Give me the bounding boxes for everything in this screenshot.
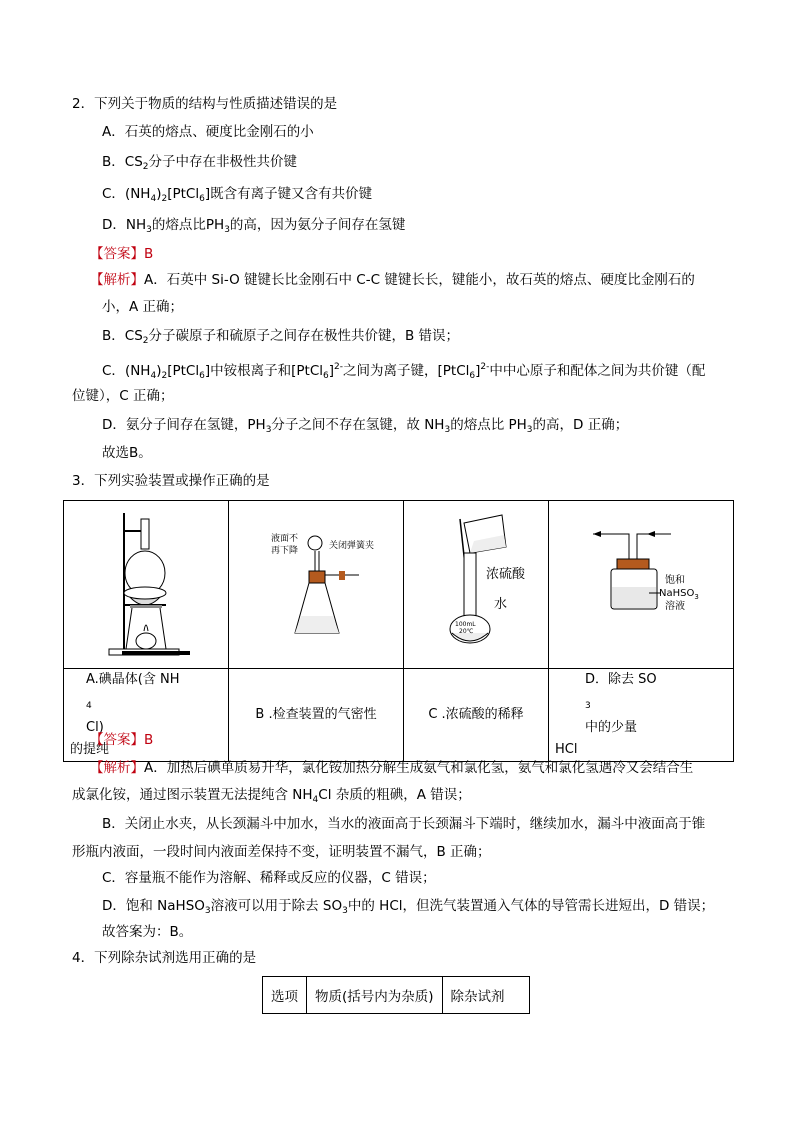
q2-conclusion: 故选B。 (102, 445, 152, 461)
q2-option-a: A．石英的熔点、硬度比金刚石的小 (102, 124, 314, 140)
label-conc-acid: 浓硫酸 (486, 567, 526, 582)
q2-explanation-c: C．$(NH_4)_2[PtCl_6]$中铵根离子和[PtCl$_6$]$^{2-}$之间为离子键，[PtCl$_6$]$^{2-}$中中心原子和配体之间为共价键（配 (102, 362, 706, 381)
q3-stem: 3．下列实验装置或操作正确的是 (72, 473, 270, 489)
q3-explanation-4: 形瓶内液面，一段时间内液面差保持不变，证明装置不漏气，B 正确； (72, 844, 491, 860)
label-clamp: 关闭弹簧夹 (329, 541, 375, 551)
caption-d: D．除去 SO $_3$ 中的少量 HCl (549, 669, 734, 762)
q3-figure-table (63, 500, 734, 762)
header-option: 选项 (263, 977, 307, 1014)
label-flask-volume: 100mL (455, 621, 476, 628)
q2-option-b: B．$CS_2$分子中存在非极性共价键 (102, 154, 297, 172)
q2-stem: 2．下列关于物质的结构与性质描述错误的是 (72, 96, 338, 112)
q3-explanation-1: 【解析】A．加热后碘单质易升华，氯化铵加热分解生成氨气和氯化氢，氨气和氯化氢遇冷又会结合生 (90, 760, 694, 776)
airtightness-check-apparatus (229, 501, 403, 664)
q3-answer: 【答案】B (90, 732, 154, 748)
q2-answer: 【答案】B (90, 246, 154, 262)
q2-option-c: C．$(NH_4)_2[PtCl_6]$既含有离子键又含有共价键 (102, 186, 373, 204)
label-nahso3: NaHSO$_3$ (659, 588, 699, 601)
label-solution: 溶液 (665, 601, 685, 612)
header-substance: 物质(括号内为杂质) (307, 977, 443, 1014)
figure-c-cell (404, 501, 549, 669)
q3-explanation-2: 成氯化铵，通过图示装置无法提纯含 $NH_4Cl$ 杂质的粗碘，A 错误； (72, 787, 471, 805)
q4-table (262, 976, 530, 1014)
q3-conclusion: 故答案为：B。 (102, 924, 193, 940)
label-flask-temp: 20℃ (459, 628, 474, 635)
q3-explanation-6: D．饱和 NaHSO$_3$溶液可以用于除去 $SO_3$中的 HCl，但洗气装置通入气体的导管需长进短出，D 错误； (102, 898, 715, 916)
caption-a: A.碘晶体(含 NH $_4$ Cl) 的提纯 (64, 669, 229, 762)
caption-b: B .检查装置的气密性 (229, 669, 404, 762)
q4-stem: 4．下列除杂试剂选用正确的是 (72, 950, 257, 966)
iodine-sublimation-apparatus (64, 501, 228, 664)
header-reagent: 除杂试剂 (442, 977, 529, 1014)
table-header-row (263, 977, 530, 1014)
figure-b-cell (229, 501, 404, 669)
q2-explanation-c2: 位键），C 正确； (72, 388, 174, 404)
dilution-apparatus (404, 501, 548, 664)
label-saturated: 饱和 (665, 575, 685, 586)
q3-explanation-3: B．关闭止水夹，从长颈漏斗中加水，当水的液面高于长颈漏斗下端时，继续加水，漏斗中液面高于锥 (102, 816, 706, 832)
figure-d-cell (549, 501, 734, 669)
figure-a-cell (64, 501, 229, 669)
q2-explanation-a: 【解析】A．石英中 Si-O 键键长比金刚石中 C-C 键键长长，键能小，故石英的熔点、硬度比金刚石的 (90, 272, 695, 288)
q3-explanation-5: C．容量瓶不能作为溶解、稀释或反应的仪器，C 错误； (102, 870, 436, 886)
q2-explanation-d: D．氨分子间存在氢键，$PH_3$分子之间不存在氢键，故 $NH_3$的熔点比 $PH_3$的高，D 正确； (102, 417, 629, 435)
gas-washing-apparatus (549, 501, 733, 664)
q2-option-d: D．$NH_3$的熔点比$PH_3$的高，因为氨分子间存在氢键 (102, 217, 406, 235)
label-water: 水 (494, 597, 508, 612)
label-liquid-level: 液面不 (271, 534, 299, 544)
q2-explanation-b: B．$CS_2$分子碳原子和硫原子之间存在极性共价键，B 错误； (102, 328, 460, 346)
q2-explanation-a2: 小，A 正确； (102, 299, 184, 315)
caption-c: C .浓硫酸的稀释 (404, 669, 549, 762)
label-liquid-level-2: 再下降 (271, 546, 299, 556)
